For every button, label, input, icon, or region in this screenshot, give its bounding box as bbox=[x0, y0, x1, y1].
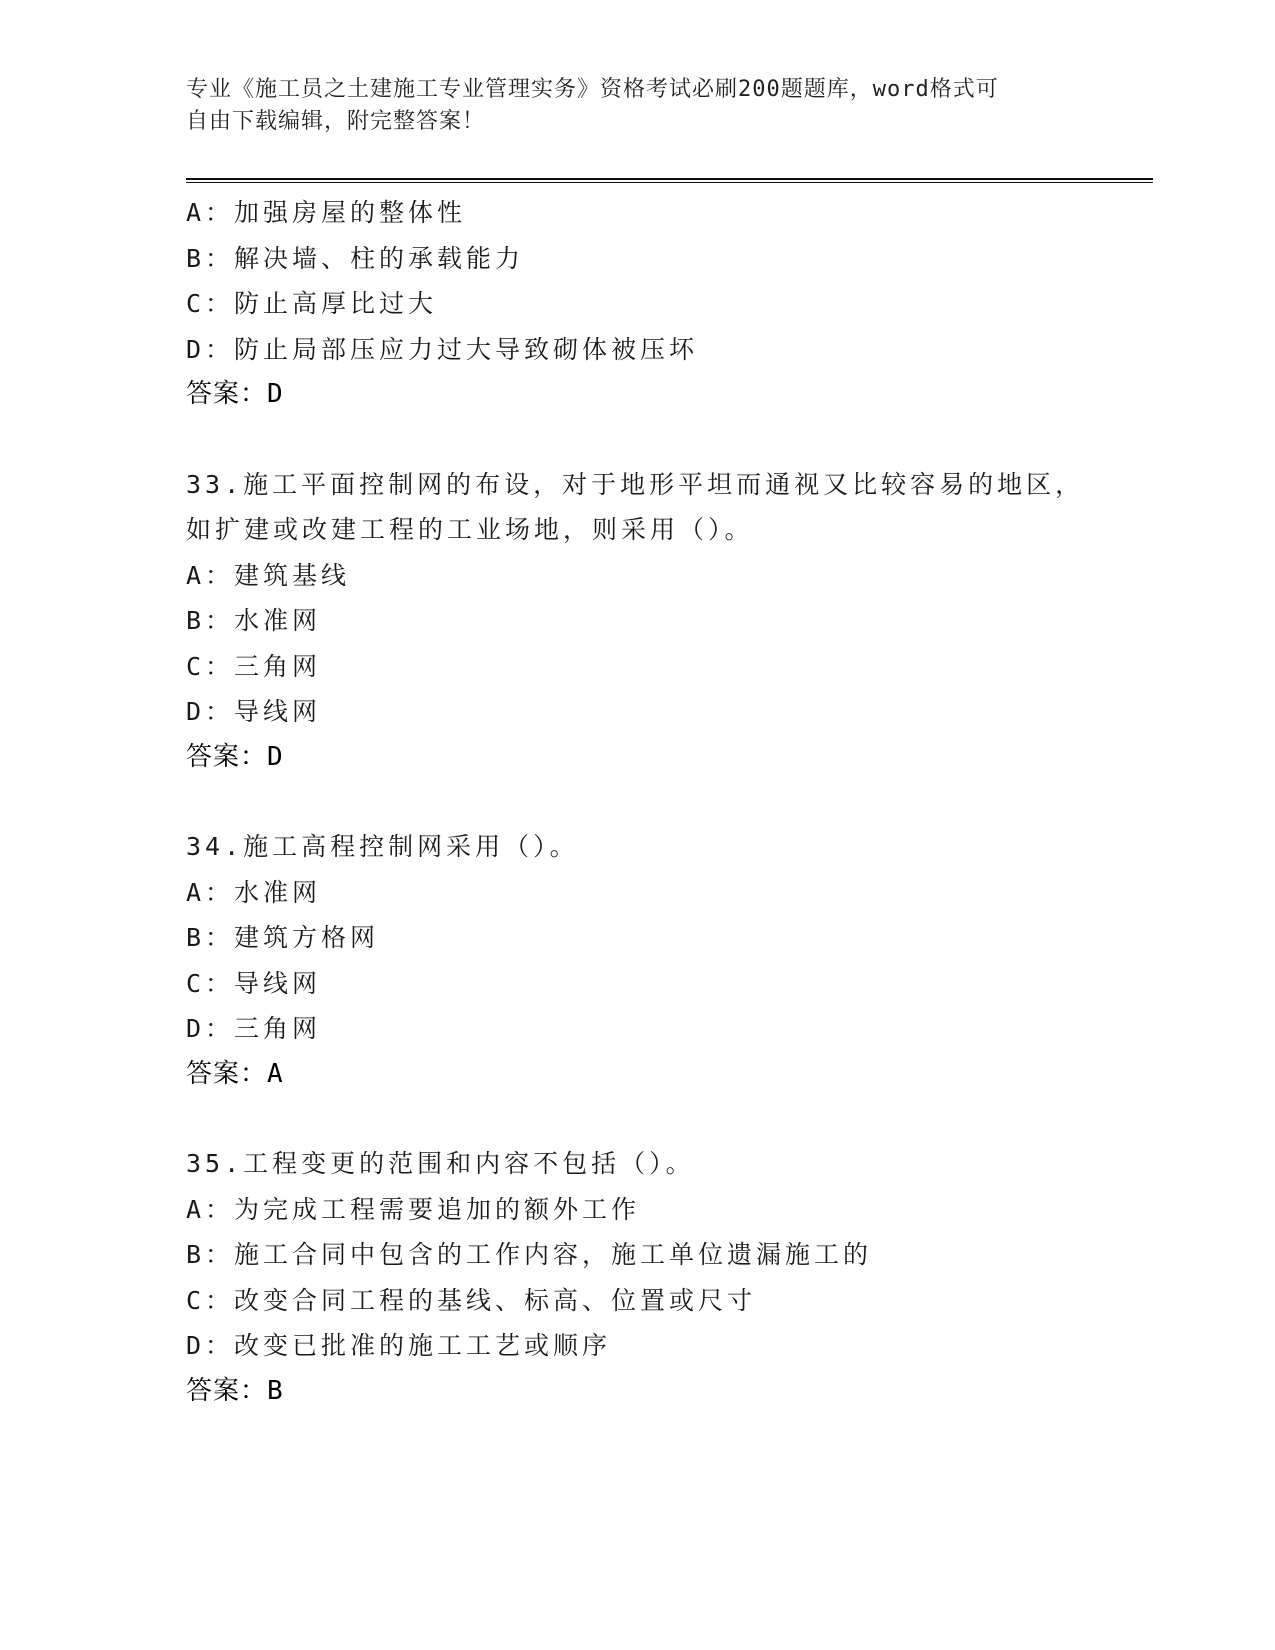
option-c: C：三角网 bbox=[186, 651, 322, 681]
question-33 bbox=[186, 462, 1146, 781]
question-stem: 35.工程变更的范围和内容不包括（）。 bbox=[186, 1149, 695, 1178]
document-header bbox=[186, 74, 1086, 138]
option-d: D：导线网 bbox=[186, 697, 322, 726]
option-b: B：建筑方格网 bbox=[186, 923, 380, 952]
question-list bbox=[186, 190, 1146, 1414]
option-a: A：建筑基线 bbox=[186, 560, 351, 590]
header-divider bbox=[186, 178, 1153, 183]
question-35 bbox=[186, 1141, 1146, 1414]
question-32 bbox=[186, 190, 1146, 418]
option-c: C：防止高厚比过大 bbox=[186, 289, 438, 318]
header-line-1: 专业《施工员之土建施工专业管理实务》资格考试必刷200题题库，word格式可 bbox=[186, 77, 999, 102]
question-stem: 34.施工高程控制网采用（）。 bbox=[186, 832, 579, 861]
option-d: D：改变已批准的施工工艺或顺序 bbox=[186, 1331, 612, 1360]
answer: 答案：A bbox=[186, 1058, 284, 1089]
option-d: D：三角网 bbox=[186, 1014, 322, 1043]
option-a: A：加强房屋的整体性 bbox=[186, 198, 467, 227]
answer: 答案：B bbox=[186, 1375, 284, 1406]
question-stem: 33.施工平面控制网的布设，对于地形平坦而通视又比较容易的地区， bbox=[186, 469, 1085, 499]
answer: 答案：D bbox=[186, 379, 284, 409]
option-b: B：解决墙、柱的承载能力 bbox=[186, 243, 525, 273]
option-a: A：为完成工程需要追加的额外工作 bbox=[186, 1194, 641, 1224]
option-d: D：防止局部压应力过大导致砌体被压坏 bbox=[186, 334, 699, 364]
answer: 答案：D bbox=[186, 741, 284, 772]
header-line-2: 自由下载编辑，附完整答案！ bbox=[186, 109, 486, 134]
option-b: B：施工合同中包含的工作内容，施工单位遗漏施工的 bbox=[186, 1240, 873, 1269]
question-stem-continued: 如扩建或改建工程的工业场地，则采用（）。 bbox=[186, 515, 754, 544]
option-b: B：水准网 bbox=[186, 606, 322, 635]
option-c: C：改变合同工程的基线、标高、位置或尺寸 bbox=[186, 1285, 757, 1315]
question-34 bbox=[186, 824, 1146, 1097]
option-a: A：水准网 bbox=[186, 877, 322, 907]
option-c: C：导线网 bbox=[186, 968, 322, 998]
